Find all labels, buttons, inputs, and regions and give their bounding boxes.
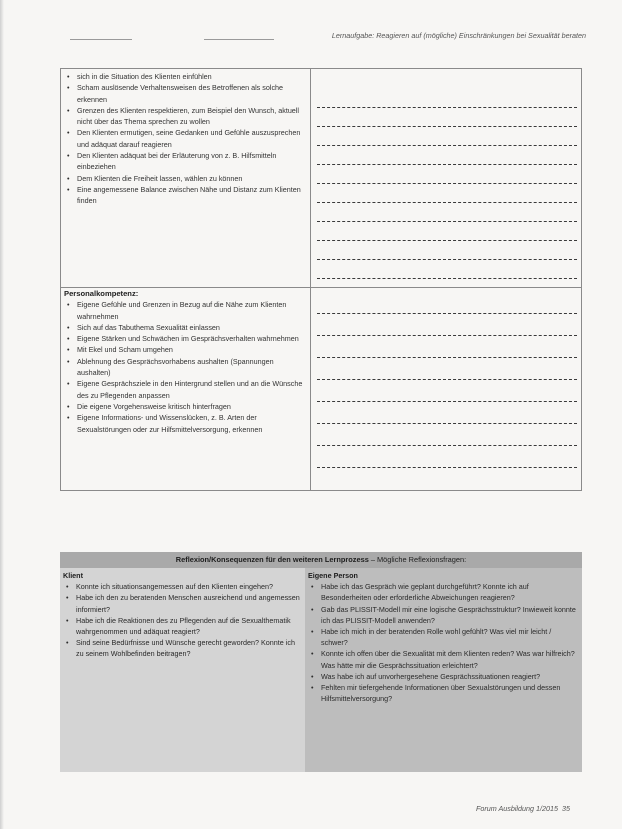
header-title: Lernaufgabe: Reagieren auf (mögliche) Einschränkungen bei Sexualität beraten (331, 31, 586, 40)
reflection-box (60, 552, 582, 772)
answer-line[interactable] (317, 278, 577, 279)
answer-line[interactable] (317, 126, 577, 127)
page-header (62, 28, 592, 42)
column-heading: Klient (63, 571, 83, 580)
list-item: • sich in die Situation des Klienten einfühlen (64, 71, 306, 82)
reflection-title-bold: Reflexion/Konsequenzen für den weiteren Lernprozess (175, 555, 369, 564)
list-item: • Habe ich mich in der beratenden Rolle wohl gefühlt? Was viel mir leicht / schwer? (308, 626, 578, 648)
answer-line[interactable] (317, 107, 577, 108)
list-item: • Eigene Gefühle und Grenzen in Bezug auf die Nähe zum Klienten wahrnehmen (64, 299, 306, 322)
list-item: • Fehlten mir tiefergehende Informationen über Sexualstörungen und dessen Hilfsmittelversorgung? (308, 682, 578, 704)
answer-line[interactable] (317, 202, 577, 203)
list-item: • Eigene Gesprächsziele in den Hintergrund stellen und an die Wünsche des zu Pflegenden anpassen (64, 378, 306, 401)
scan-edge (0, 0, 4, 829)
reflection-self-column (308, 570, 578, 704)
list-item: • Habe ich das Gespräch wie geplant durchgeführt? Konnte ich auf Besonderheiten oder erforderliche Abweichungen reagieren? (308, 581, 578, 603)
list-item: • Eigene Informations- und Wissenslücken, z. B. Arten der Sexualstörungen oder zur Hilfsmittelversorgung, erkennen (64, 412, 306, 435)
answer-line[interactable] (317, 467, 577, 468)
competence-table (60, 68, 582, 491)
column-divider (310, 69, 311, 490)
column-heading: Eigene Person (308, 571, 358, 580)
section-title: Personalkompetenz: (64, 289, 139, 298)
answer-line[interactable] (317, 379, 577, 380)
list-item: • Dem Klienten die Freiheit lassen, wählen zu können (64, 173, 306, 184)
answer-line[interactable] (317, 313, 577, 314)
list-item: • Konnte ich offen über die Sexualität mit dem Klienten reden? Was war hilfreich? Was hätte mir die Gesprächssituation erleichtert? (308, 648, 578, 670)
list-item: • Habe ich den zu beratenden Menschen ausreichend und angemessen informiert? (63, 592, 301, 614)
footer-publication: Forum Ausbildung 1/2015 (475, 804, 558, 813)
list-item: • Sich auf das Tabuthema Sexualität einlassen (64, 322, 306, 333)
list-item: • Scham auslösende Verhaltensweisen des Betroffenen als solche erkennen (64, 82, 306, 105)
client-question-list (63, 581, 301, 659)
page-footer (476, 804, 570, 813)
social-competence-list (64, 71, 306, 207)
personal-competence-list (64, 299, 306, 435)
reflection-title (60, 552, 582, 568)
header-rule (70, 39, 132, 40)
answer-line[interactable] (317, 221, 577, 222)
page-number: 35 (562, 804, 570, 813)
answer-line[interactable] (317, 259, 577, 260)
list-item: • Eine angemessene Balance zwischen Nähe und Distanz zum Klienten finden (64, 184, 306, 207)
answer-line[interactable] (317, 164, 577, 165)
answer-line[interactable] (317, 145, 577, 146)
answer-line[interactable] (317, 335, 577, 336)
reflection-client-column (63, 570, 301, 660)
social-competence-cell (64, 71, 306, 207)
list-item: • Die eigene Vorgehensweise kritisch hinterfragen (64, 401, 306, 412)
list-item: • Den Klienten ermutigen, seine Gedanken und Gefühle auszusprechen und adäquat darauf reagieren (64, 127, 306, 150)
list-item: • Habe ich die Reaktionen des zu Pflegenden auf die Sexualthematik wahrgenommen und adäquat reagiert? (63, 615, 301, 637)
list-item: • Konnte ich situationsangemessen auf den Klienten eingehen? (63, 581, 301, 592)
reflection-title-rest: – Mögliche Reflexionsfragen: (368, 555, 467, 564)
personal-competence-cell (64, 288, 306, 435)
answer-line[interactable] (317, 183, 577, 184)
list-item: • Ablehnung des Gesprächsvorhabens aushalten (Spannungen aushalten) (64, 356, 306, 379)
list-item: • Eigene Stärken und Schwächen im Gesprächsverhalten wahrnehmen (64, 333, 306, 344)
answer-line[interactable] (317, 240, 577, 241)
list-item: • Mit Ekel und Scham umgehen (64, 344, 306, 355)
self-question-list (308, 581, 578, 704)
list-item: • Den Klienten adäquat bei der Erläuterung von z. B. Hilfsmitteln einbeziehen (64, 150, 306, 173)
list-item: • Grenzen des Klienten respektieren, zum Beispiel den Wunsch, aktuell nicht über das Thema sprechen zu wollen (64, 105, 306, 128)
list-item: • Gab das PLISSIT-Modell mir eine logische Gesprächsstruktur? Inwieweit konnte ich das PLISSIT-Modell anwenden? (308, 604, 578, 626)
answer-line[interactable] (317, 357, 577, 358)
list-item: • Was habe ich auf unvorhergesehene Gesprächssituationen reagiert? (308, 671, 578, 682)
answer-line[interactable] (317, 401, 577, 402)
answer-line[interactable] (317, 423, 577, 424)
answer-line[interactable] (317, 445, 577, 446)
list-item: • Sind seine Bedürfnisse und Wünsche gerecht geworden? Konnte ich zu seinem Wohlbefinden beitragen? (63, 637, 301, 659)
header-rule (204, 39, 274, 40)
